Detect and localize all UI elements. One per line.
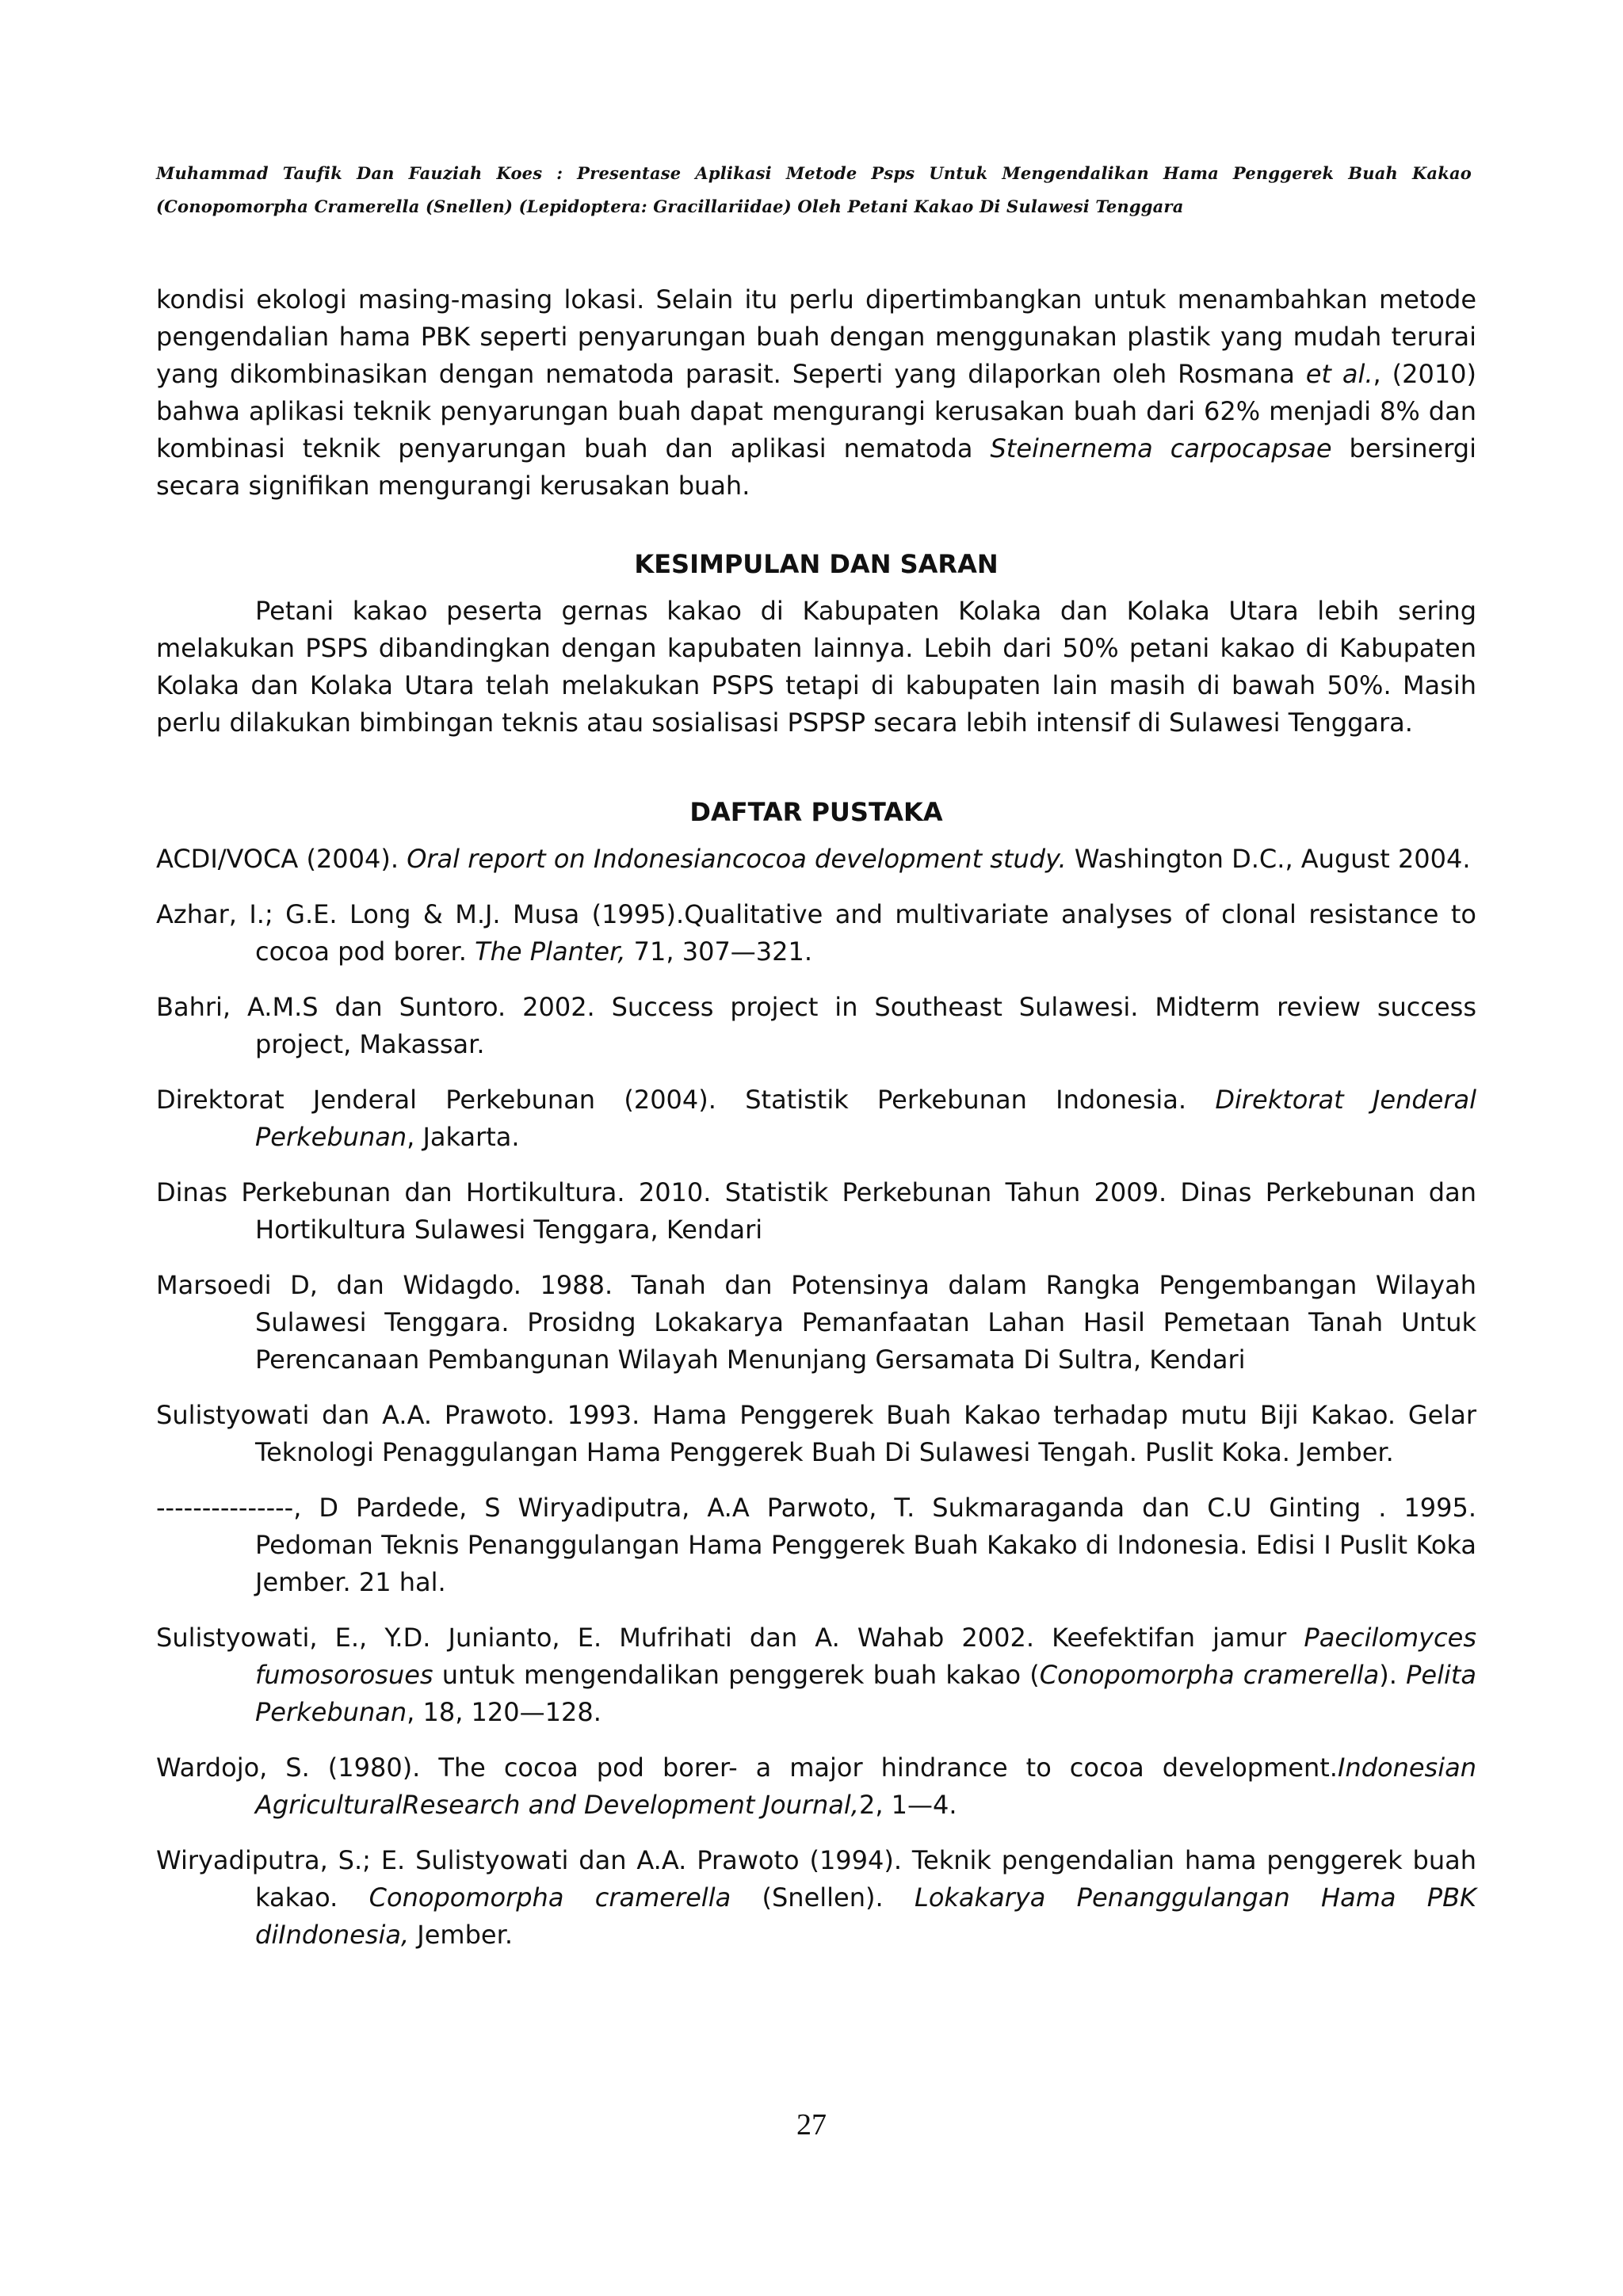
references-heading: DAFTAR PUSTAKA: [689, 797, 943, 827]
page-number: 27: [796, 2108, 827, 2142]
ref-text: Sulistyowati dan A.A. Prawoto. 1993. Hama Penggerek Buah Kakao terhadap mutu Biji Kakao. Gelar Teknologi Penaggulangan Hama Penggerek Buah Di Sulawesi Tengah. Puslit Koka. Jember.: [156, 1400, 1476, 1467]
reference-item: [156, 1397, 1476, 1471]
reference-item: [156, 1174, 1476, 1249]
page-body: [156, 281, 1476, 1972]
ref-italic: Pelita Perkebunan: [255, 1660, 1477, 1727]
ref-italic: The Planter,: [475, 936, 626, 967]
ref-italic: Direktorat Jenderal Perkebunan: [255, 1085, 1477, 1152]
ref-italic: Lokakarya Penanggulangan Hama PBK diIndonesia,: [255, 1882, 1477, 1950]
reference-item: [156, 989, 1476, 1063]
ref-italic: Indonesian AgriculturalResearch and Development Journal,: [255, 1753, 1476, 1820]
ref-text: 2, 1—4.: [858, 1790, 957, 1820]
ref-italic: Conopomorpha cramerella: [1039, 1660, 1380, 1690]
intro-paragraph: [156, 281, 1476, 505]
reference-item: [156, 1267, 1476, 1379]
ref-text: ---------------, D Pardede, S Wiryadiputra, A.A Parwoto, T. Sukmaraganda dan C.U Ginting . 1995. Pedoman Teknis Penanggulangan Hama Penggerek Buah Kakako di Indonesia. Edisi I Puslit Koka Jember. 21 hal.: [156, 1493, 1476, 1597]
ref-text: (Snellen).: [731, 1882, 915, 1913]
intro-italic-2: Steinernema carpocapsae: [990, 433, 1332, 463]
ref-text: 71, 307—321.: [625, 936, 813, 967]
ref-text: Sulistyowati, E., Y.D. Junianto, E. Mufrihati dan A. Wahab 2002. Keefektifan jamur: [156, 1623, 1304, 1653]
reference-item: [156, 1081, 1476, 1156]
ref-italic: Oral report on Indonesiancocoa development study.: [407, 844, 1067, 874]
intro-italic-1: et al.: [1305, 359, 1373, 389]
ref-text: Azhar, I.; G.E. Long & M.J. Musa (1995).Qualitative and multivariate analyses of clonal resistance to cocoa pod borer.: [156, 899, 1476, 967]
running-header: [156, 157, 1472, 223]
ref-text: Direktorat Jenderal Perkebunan (2004). Statistik Perkebunan Indonesia.: [156, 1085, 1216, 1115]
ref-italic: Paecilomyces fumosorosues: [255, 1623, 1476, 1690]
conclusion-heading: KESIMPULAN DAN SARAN: [634, 549, 999, 579]
ref-text: Wiryadiputra, S.; E. Sulistyowati dan A.A. Prawoto (1994). Teknik pengendalian hama penggerek buah kakao.: [156, 1845, 1476, 1913]
ref-text: Marsoedi D, dan Widagdo. 1988. Tanah dan Potensinya dalam Rangka Pengembangan Wilayah Sulawesi Tenggara. Prosidng Lokakarya Pemanfaatan Lahan Hasil Pemetaan Tanah Untuk Perencanaan Pembangunan Wilayah Menunjang Gersamata Di Sultra, Kendari: [156, 1270, 1476, 1375]
conclusion-paragraph: Petani kakao peserta gernas kakao di Kabupaten Kolaka dan Kolaka Utara lebih sering melakukan PSPS dibandingkan dengan kapubaten lainnya. Lebih dari 50% petani kakao di Kabupaten Kolaka dan Kolaka Utara telah melakukan PSPS tetapi di kabupaten lain masih di bawah 50%. Masih perlu dilakukan bimbingan teknis atau sosialisasi PSPSP secara lebih intensif di Sulawesi Tenggara.: [156, 596, 1476, 738]
ref-text: untuk mengendalikan penggerek buah kakao (: [433, 1660, 1040, 1690]
reference-item: [156, 1489, 1476, 1601]
intro-text-1: kondisi ekologi masing-masing lokasi. Selain itu perlu dipertimbangkan untuk menambahkan metode pengendalian hama PBK seperti penyarungan buah dengan menggunakan plastik yang mudah terurai yang dikombinasikan dengan nematoda parasit. Seperti yang dilaporkan oleh Rosmana: [156, 284, 1476, 389]
ref-text: Dinas Perkebunan dan Hortikultura. 2010. Statistik Perkebunan Tahun 2009. Dinas Perkebunan dan Hortikultura Sulawesi Tenggara, Kendari: [156, 1177, 1476, 1245]
ref-text: , Jakarta.: [407, 1122, 520, 1152]
ref-text: , 18, 120—128.: [407, 1697, 601, 1727]
reference-item: [156, 1619, 1476, 1731]
reference-item: [156, 1842, 1476, 1954]
reference-item: [156, 1749, 1476, 1824]
header-line-2: (Conopomorpha Cramerella (Snellen) (Lepidoptera: Gracillariidae) Oleh Petani Kakao Di Sulawesi Tenggara: [156, 196, 1184, 216]
ref-text: ACDI/VOCA (2004).: [156, 844, 407, 874]
intro-text-3: bersinergi secara signifikan mengurangi kerusakan buah.: [156, 433, 1477, 501]
intro-text-2: , (2010) bahwa aplikasi teknik penyarungan buah dapat mengurangi kerusakan buah dari 62% menjadi 8% dan kombinasi teknik penyarungan buah dan aplikasi nematoda: [156, 359, 1477, 463]
ref-text: Bahri, A.M.S dan Suntoro. 2002. Success project in Southeast Sulawesi. Midterm review success project, Makassar.: [156, 992, 1476, 1059]
ref-text: Jember.: [409, 1920, 513, 1950]
ref-italic: Conopomorpha cramerella: [369, 1882, 731, 1913]
reference-item: [156, 841, 1476, 878]
reference-item: [156, 896, 1476, 971]
ref-text: Washington D.C., August 2004.: [1066, 844, 1471, 874]
ref-text: ).: [1379, 1660, 1407, 1690]
header-line-1: Muhammad Taufik Dan Fauziah Koes : Presentase Aplikasi Metode Psps Untuk Mengendalikan Hama Penggerek Buah Kakao: [156, 163, 1472, 183]
ref-text: Wardojo, S. (1980). The cocoa pod borer- a major hindrance to cocoa development.: [156, 1753, 1338, 1783]
